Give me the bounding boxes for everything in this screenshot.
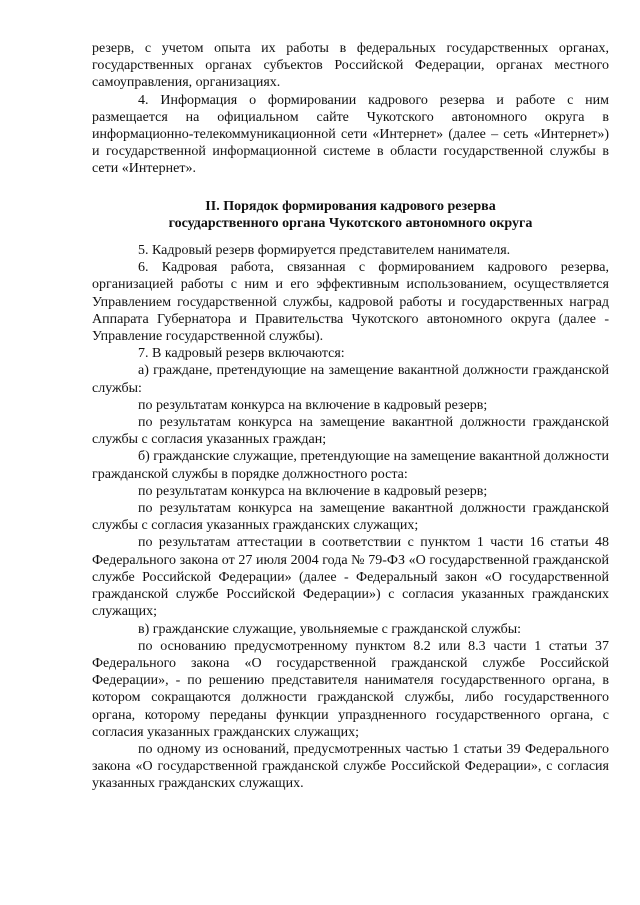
section-heading-line-1: II. Порядок формирования кадрового резерва xyxy=(205,198,496,214)
paragraph-5: 5. Кадровый резерв формируется представителем нанимателя. xyxy=(138,243,511,259)
section-heading xyxy=(92,198,609,232)
paragraph-6: 6. Кадровая работа, связанная с формированием кадрового резерва, организацией работы с ним и его эффективным использованием, осуществляется Управлением государственной службы, кадровой работы и государственных наград Аппарата Губернатора и Правительства Чукотского автономного округа (далее - Управление государственной службы). xyxy=(92,260,609,345)
item-a-sub-2: по результатам конкурса на замещение вакантной должности гражданской службы с согласия указанных граждан; xyxy=(92,415,609,448)
item-a-sub-1: по результатам конкурса на включение в кадровый резерв; xyxy=(138,397,488,413)
paragraph-7: 7. В кадровый резерв включаются: xyxy=(138,346,345,362)
item-v-sub-2: по одному из оснований, предусмотренных частью 1 статьи 39 Федерального закона «О государственной гражданской службе Российской Федерации», с согласия указанных гражданских служащих. xyxy=(92,741,609,792)
intro-continuation-paragraph: резерв, с учетом опыта их работы в федеральных государственных органах, государственных органах субъектов Российской Федерации, органах местного самоуправления, организациях. xyxy=(92,41,609,91)
item-b-sub-3: по результатам аттестации в соответствии с пунктом 1 части 16 статьи 48 Федерального закона от 27 июля 2004 года № 79-ФЗ «О государственной гражданской службе Российской Федерации» (далее - Федеральный закон «О государственной гражданской службе Российской Федерации») с согласия указанных гражданских служащих; xyxy=(92,535,609,620)
item-b-sub-1: по результатам конкурса на включение в кадровый резерв; xyxy=(138,483,488,499)
item-b: б) гражданские служащие, претендующие на замещение вакантной должности гражданской службы в порядке должностного роста: xyxy=(92,449,609,482)
item-v-sub-1: по основанию предусмотренному пунктом 8.2 или 8.3 части 1 статьи 37 Федерального закона «О государственной гражданской службе Российской Федерации», - по решению представителя нанимателя государственного органа, в котором сокращаются должности гражданской службы, либо государственного органа, которому переданы функции упраздненного государственного органа, с согласия указанных гражданских служащих; xyxy=(92,638,609,740)
document-page xyxy=(92,40,609,793)
item-v: в) гражданские служащие, увольняемые с гражданской службы: xyxy=(138,621,522,637)
item-b-sub-2: по результатам конкурса на замещение вакантной должности гражданской службы с согласия указанных гражданских служащих; xyxy=(92,501,609,534)
paragraph-4: 4. Информация о формировании кадрового резерва и работе с ним размещается на официальном сайте Чукотского автономного округа в информационно-телекоммуникационной сети «Интернет» (далее – сеть «Интернет») и государственной информационной системе в области государственной службы в сети «Интернет». xyxy=(92,92,609,177)
section-heading-line-2: государственного органа Чукотского автономного округа xyxy=(168,215,533,231)
item-a: а) граждане, претендующие на замещение вакантной должности гражданской службы: xyxy=(92,363,609,396)
